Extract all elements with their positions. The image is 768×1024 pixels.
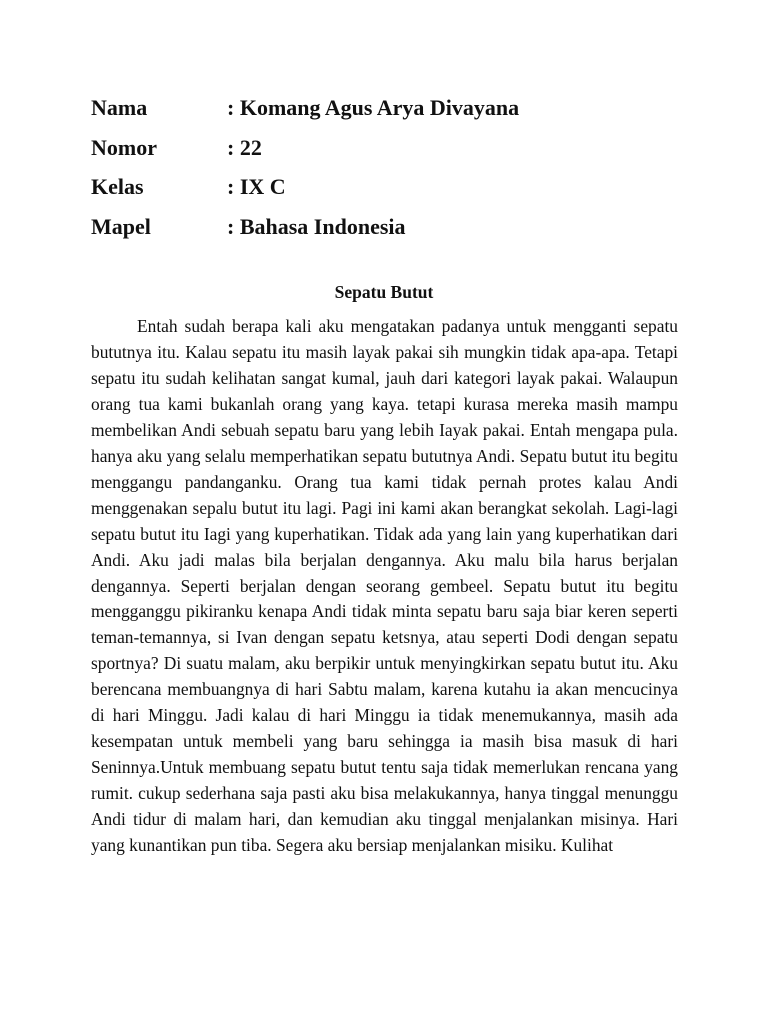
identity-label: Nomor <box>91 134 157 160</box>
identity-row-nama <box>91 88 691 128</box>
story-paragraph: Entah sudah berapa kali aku mengatakan padanya untuk mengganti sepatu bututnya itu. Kalau sepatu itu masih layak pakai sih mungkin tidak apa-apa. Tetapi sepatu itu sudah kelihatan sangat kumal, jauh dari kategori layak pakai. Walaupun orang tua kami bukanlah orang yang kaya. tetapi kurasa mereka masih mampu membelikan Andi sebuah sepatu baru yang lebih Iayak pakai. Entah mengapa pula. hanya aku yang selalu memperhatikan sepatu bututnya Andi. Sepatu butut itu begitu menggangu pandanganku. Orang tua kami tidak pernah protes kalau Andi menggenakan sepalu butut itu lagi. Pagi ini kami akan berangkat sekolah. Lagi-lagi sepatu butut itu Iagi yang kuperhatikan. Tidak ada yang lain yang kuperhatikan dari Andi. Aku jadi malas bila berjalan dengannya. Aku malu bila harus berjalan dengannya. Seperti berjalan dengan seorang gembeel. Sepatu butut itu begitu mengganggu pikiranku kenapa Andi tidak minta sepatu baru saja biar keren seperti teman-temannya, si Ivan dengan sepatu ketsnya, atau seperti Dodi dengan sepatu sportnya? Di suatu malam, aku berpikir untuk menyingkirkan sepatu butut itu. Aku berencana membuangnya di hari Sabtu malam, karena kutahu ia akan mencucinya di hari Minggu. Jadi kalau di hari Minggu ia tidak menemukannya, masih ada kesempatan untuk membeli yang baru sehingga ia masih bisa masuk di hari Seninnya.Untuk membuang sepatu butut tentu saja tidak memerlukan rencana yang rumit. cukup sederhana saja pasti aku bisa melakukannya, hanya tinggal menunggu Andi tidur di malam hari, dan kemudian aku tinggal menjalankan misinya. Hari yang kunantikan pun tiba. Segera aku bersiap menjalankan misiku. Kulihat <box>91 316 678 856</box>
identity-label: Nama <box>91 95 148 120</box>
identity-row-mapel <box>91 207 691 247</box>
identity-row-nomor <box>91 128 691 168</box>
identity-value: : IX C <box>227 174 286 199</box>
identity-value: : 22 <box>227 134 262 160</box>
identity-value: : Bahasa Indonesia <box>227 213 406 239</box>
identity-label: Mapel <box>91 213 151 239</box>
student-identity-block <box>91 88 691 246</box>
identity-row-kelas <box>91 167 691 207</box>
identity-value: : Komang Agus Arya Divayana <box>227 95 520 120</box>
identity-label: Kelas <box>91 174 144 199</box>
story-title: Sepatu Butut <box>334 282 434 302</box>
